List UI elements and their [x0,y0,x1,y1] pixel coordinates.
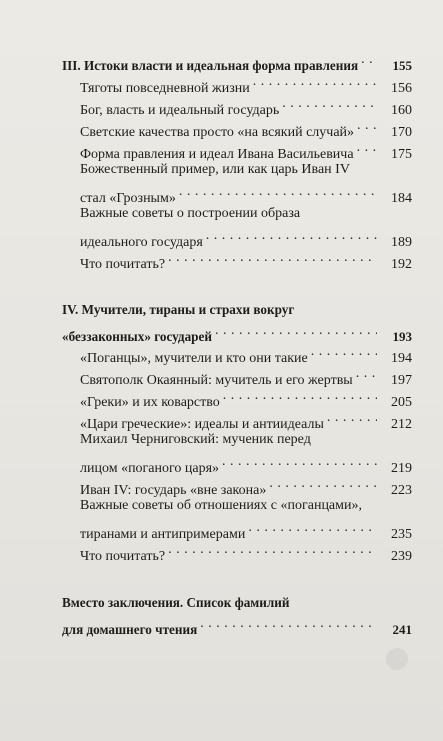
toc-item-title: лицом «поганого царя» [80,461,220,476]
dot-leader [357,116,377,136]
toc-item-title: «Греки» и их коварство [80,395,220,410]
dot-leader [223,386,377,406]
dot-leader [168,540,377,560]
dot-leader [361,50,377,70]
dot-leader [282,94,377,114]
toc-item-title: Бог, власть и идеальный государь [80,103,280,118]
toc-page-number: 155 [392,58,412,73]
toc-item-title: Тяготы повседневной жизни [80,81,250,96]
toc-page-number: 175 [391,147,412,162]
toc-section-title: для домашнего чтения [62,622,198,637]
toc-page-number: 194 [391,351,412,366]
toc-page-number: 170 [391,125,412,140]
toc-section-title: Вместо заключения. Список фамилий [62,595,290,610]
toc-item-title: «Поганцы», мучители и кто они такие [80,351,308,366]
toc-page-number: 219 [391,461,412,476]
dot-leader [222,452,377,472]
toc-section-title: IV. Мучители, тираны и страхи вокруг [62,302,295,317]
toc-page-number: 197 [391,373,412,388]
toc-page-number: 205 [391,395,412,410]
dot-leader [253,72,377,92]
toc-section-title: III. Истоки власти и идеальная форма правления [62,58,359,73]
toc-page-number: 193 [392,329,412,344]
dot-leader [179,182,377,202]
toc-page-number: 241 [392,622,412,637]
toc-item-title: Важные советы об отношениях с «поганцами», [80,498,362,513]
toc-item-title: Что почитать? [80,257,166,272]
toc-item-title: Божественный пример, или как царь Иван IV [80,162,350,177]
toc-page-number: 212 [391,417,412,432]
dot-leader [357,138,377,158]
toc-page-number: 192 [391,257,412,272]
show-through-mark [386,648,408,670]
toc-page-number: 223 [391,483,412,498]
toc-item-title: Святополк Окаянный: мучитель и его жертвы [80,373,353,388]
dot-leader [269,474,377,494]
toc-item-title: «Цари греческие»: идеалы и антиидеалы [80,417,324,432]
dot-leader [200,614,377,634]
toc-item-title: тиранами и антипримерами [80,527,246,542]
toc-item-title: Михаил Черниговский: мученик перед [80,432,311,447]
toc-page-number: 235 [391,527,412,542]
toc-item-title: стал «Грозным» [80,191,176,206]
toc-page-number: 184 [391,191,412,206]
toc-section-title: «беззаконных» государей [62,329,212,344]
dot-leader [248,518,377,538]
toc-item-title: Светские качества просто «на всякий случай» [80,125,355,140]
dot-leader [215,321,377,341]
toc-item-title: Что почитать? [80,549,166,564]
toc-item-title: Форма правления и идеал Ивана Васильевича [80,147,354,162]
toc-page-number: 156 [391,81,412,96]
dot-leader [168,248,377,268]
dot-leader [206,226,377,246]
toc-item-title: идеального государя [80,235,203,250]
toc-page-number: 160 [391,103,412,118]
toc-item-title: Иван IV: государь «вне закона» [80,483,267,498]
toc-item-title: Важные советы о построении образа [80,206,301,221]
toc-page-number: 239 [391,549,412,564]
toc-page-number: 189 [391,235,412,250]
dot-leader [327,408,377,428]
dot-leader [356,364,377,384]
dot-leader [311,342,377,362]
